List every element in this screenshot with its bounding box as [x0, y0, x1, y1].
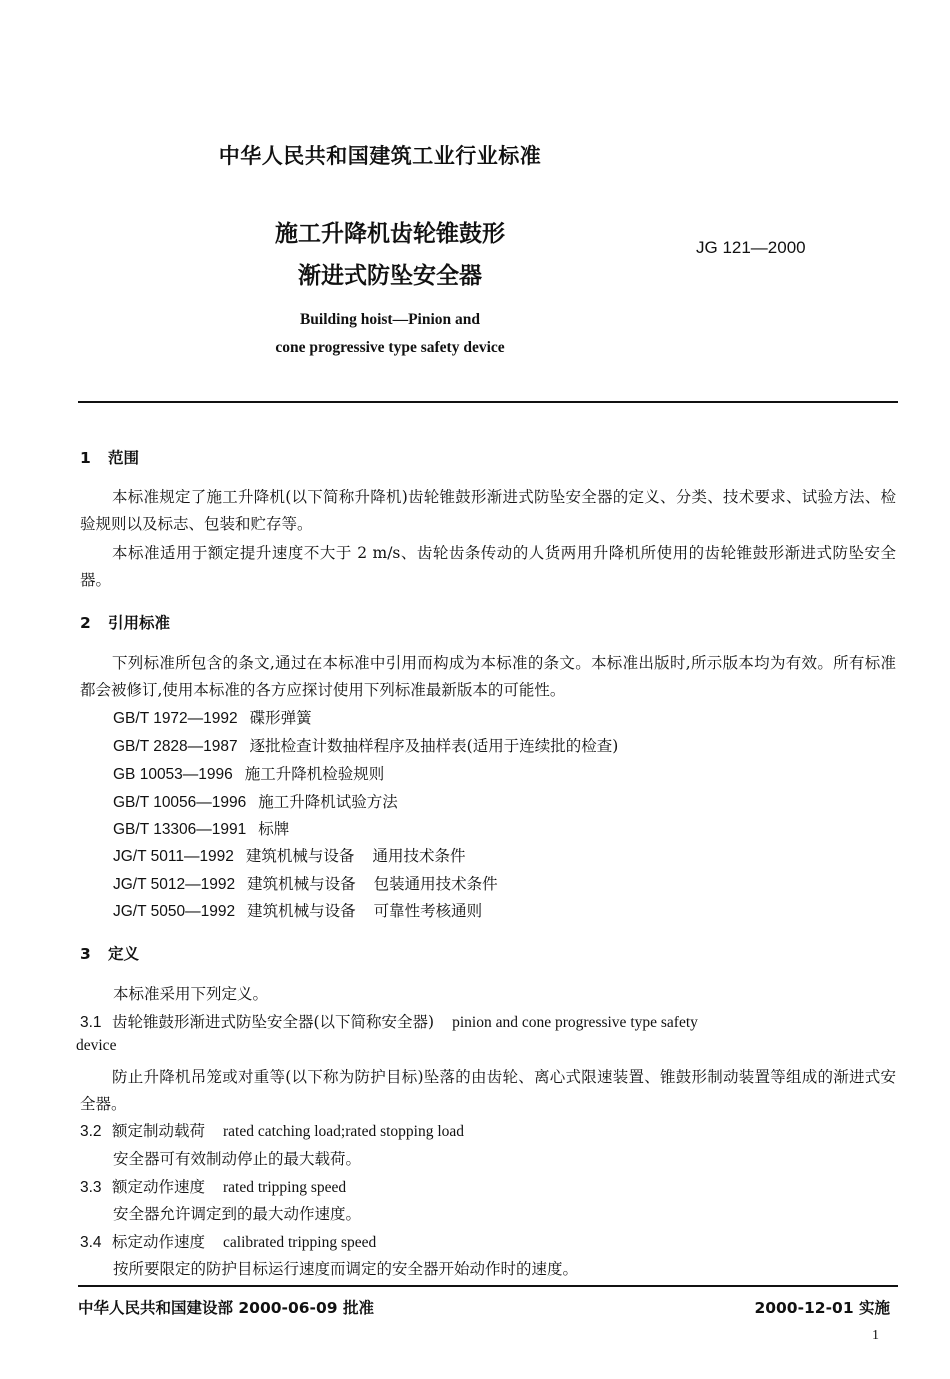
- definition-number: 3.1: [80, 1014, 102, 1031]
- section-number: 3: [80, 945, 91, 963]
- title-cn-line2: 渐进式防坠安全器: [298, 263, 482, 289]
- reference-item: [113, 872, 498, 894]
- title-en-line1: Building hoist—Pinion and: [299, 311, 481, 328]
- definition-term-en: pinion and cone progressive type safety: [452, 1014, 698, 1031]
- definition-term-cn: 标定动作速度: [112, 1233, 206, 1251]
- reference-subname: 包装通用技术条件: [373, 875, 498, 893]
- definition-3-2-heading: [80, 1119, 464, 1141]
- reference-code: GB/T 1972—1992: [113, 710, 238, 727]
- definition-3-3-heading: [80, 1175, 346, 1197]
- section-2-heading: [80, 611, 170, 633]
- reference-item: [113, 790, 398, 812]
- reference-item: [113, 844, 465, 866]
- section-number: 1: [80, 449, 91, 467]
- reference-code: JG/T 5012—1992: [113, 876, 236, 893]
- standard-type-header: 中华人民共和国建筑工业行业标准: [218, 144, 542, 168]
- section-1-paragraph-2: 本标准适用于额定提升速度不大于 2 m/s、齿轮齿条传动的人货两用升降机所使用的齿轮锥鼓形渐进式防坠安全器。: [80, 544, 896, 589]
- title-en-line2: cone progressive type safety device: [275, 339, 505, 356]
- section-1-paragraph-1: 本标准规定了施工升降机(以下简称升降机)齿轮锥鼓形渐进式防坠安全器的定义、分类、技术要求、试验方法、检验规则以及标志、包装和贮存等。: [80, 488, 896, 533]
- reference-code: JG/T 5011—1992: [113, 848, 234, 865]
- reference-code: GB/T 10056—1996: [113, 794, 247, 811]
- section-title: 引用标准: [108, 614, 171, 632]
- definition-term-cn: 额定制动载荷: [112, 1122, 206, 1140]
- reference-name: 建筑机械与设备: [247, 875, 356, 893]
- definition-term-cn: 额定动作速度: [112, 1178, 206, 1196]
- definition-number: 3.2: [80, 1123, 102, 1140]
- reference-name: 建筑机械与设备: [247, 902, 356, 920]
- definition-term-en: rated tripping speed: [223, 1179, 347, 1196]
- definition-3-3-description: 安全器允许调定到的最大动作速度。: [113, 1205, 362, 1223]
- definition-3-4-description: 按所要限定的防护目标运行速度而调定的安全器开始动作时的速度。: [113, 1260, 579, 1278]
- approval-statement: 中华人民共和国建设部 2000-06-09 批准: [78, 1299, 374, 1317]
- definition-term-cn: 齿轮锥鼓形渐进式防坠安全器(以下简称安全器): [112, 1013, 435, 1031]
- reference-item: [113, 817, 289, 839]
- definition-term-en: calibrated tripping speed: [223, 1234, 377, 1251]
- reference-name: 施工升降机检验规则: [244, 765, 385, 783]
- reference-name: 建筑机械与设备: [245, 847, 355, 865]
- section-1-heading: [80, 446, 139, 468]
- reference-item: [113, 762, 384, 784]
- reference-name: 逐批检查计数抽样程序及抽样表(适用于连续批的检查): [249, 737, 619, 755]
- reference-item: [113, 899, 482, 921]
- definition-number: 3.4: [80, 1234, 102, 1251]
- header-divider: [78, 401, 898, 403]
- reference-name: 施工升降机试验方法: [258, 793, 398, 811]
- section-3-heading: [80, 942, 139, 964]
- section-title: 定义: [108, 945, 140, 963]
- reference-item: [113, 734, 618, 756]
- definition-3-1-heading: [80, 1010, 698, 1032]
- title-cn-line1: 施工升降机齿轮锥鼓形: [275, 221, 505, 247]
- definition-number: 3.3: [80, 1179, 102, 1196]
- reference-code: GB 10053—1996: [113, 766, 233, 783]
- definition-3-2-description: 安全器可有效制动停止的最大载荷。: [113, 1150, 362, 1168]
- implementation-date: 2000-12-01 实施: [754, 1299, 890, 1317]
- definition-term-en: rated catching load;rated stopping load: [223, 1123, 465, 1140]
- reference-name: 碟形弹簧: [249, 709, 312, 727]
- reference-subname: 可靠性考核通则: [373, 902, 483, 920]
- definition-3-4-heading: [80, 1230, 376, 1252]
- section-number: 2: [80, 614, 91, 632]
- definition-term-en-continued: device: [76, 1037, 117, 1054]
- footer-divider: [78, 1285, 898, 1287]
- reference-code: GB/T 13306—1991: [113, 821, 247, 838]
- page-number: 1: [872, 1328, 879, 1343]
- section-3-intro: 本标准采用下列定义。: [113, 985, 269, 1003]
- section-title: 范围: [108, 449, 140, 467]
- reference-code: JG/T 5050—1992: [113, 903, 236, 920]
- reference-subname: 通用技术条件: [372, 847, 466, 865]
- reference-code: GB/T 2828—1987: [113, 738, 238, 755]
- section-2-paragraph-1: 下列标准所包含的条文,通过在本标准中引用而构成为本标准的条文。本标准出版时,所示版本均为有效。所有标准都会被修订,使用本标准的各方应探讨使用下列标准最新版本的可能性。: [80, 654, 896, 699]
- reference-item: [113, 706, 312, 728]
- standard-code: JG 121—2000: [696, 238, 806, 257]
- reference-name: 标牌: [258, 820, 290, 838]
- definition-3-1-description: 防止升降机吊笼或对重等(以下称为防护目标)坠落的由齿轮、离心式限速装置、锥鼓形制动装置等组成的渐进式安全器。: [80, 1068, 896, 1113]
